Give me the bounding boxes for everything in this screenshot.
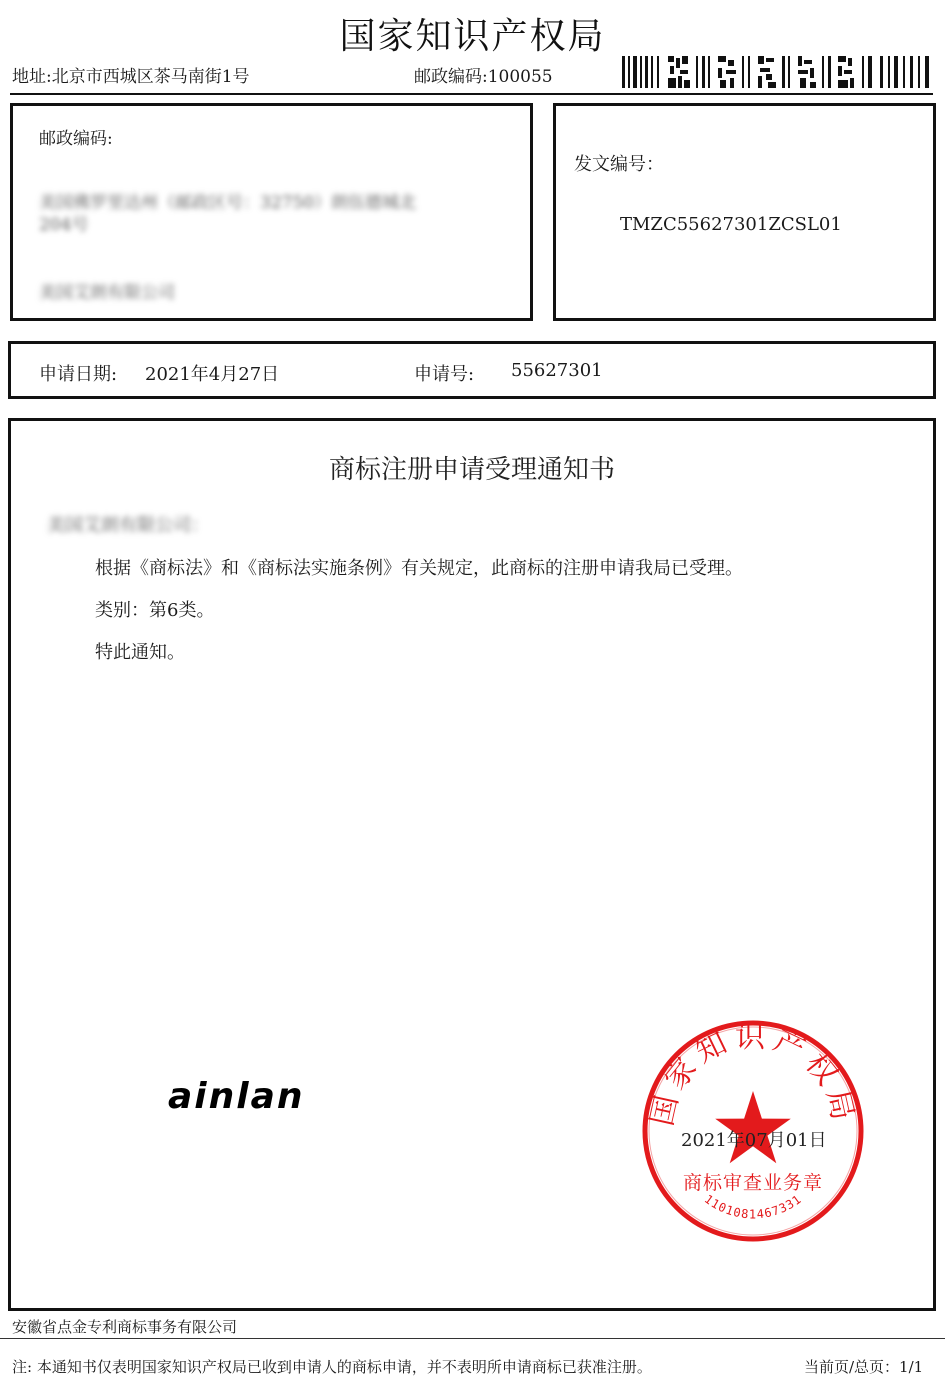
recipient-company: 美国艾朗有限公司 bbox=[39, 283, 175, 303]
notice-class: 类别：第6类。 bbox=[95, 600, 215, 621]
recipient-address-line1: 美国佛罗里达州（邮政区号：32750）朗伍德城北 bbox=[39, 193, 417, 213]
office-postcode: 邮政编码:100055 bbox=[414, 67, 553, 87]
notice-addressee: 美国艾朗有限公司： bbox=[47, 515, 209, 536]
doc-number-label: 发文编号： bbox=[574, 154, 664, 175]
notice-title: 商标注册申请受理通知书 bbox=[328, 455, 615, 485]
header-divider bbox=[10, 93, 933, 95]
application-date-label: 申请日期: bbox=[39, 364, 118, 385]
agent-name: 安徽省点金专利商标事务有限公司 bbox=[12, 1318, 238, 1336]
office-address: 地址:北京市西城区茶马南街1号 bbox=[12, 67, 250, 87]
office-title: 国家知识产权局 bbox=[339, 16, 606, 57]
application-number-value: 55627301 bbox=[511, 360, 603, 381]
seal-bottom-text: 商标审查业务章 bbox=[682, 1172, 824, 1194]
doc-number-value: TMZC55627301ZCSL01 bbox=[620, 214, 842, 235]
seal-top-text: 国家知识产权局 bbox=[644, 1020, 862, 1130]
page-indicator: 当前页/总页：1/1 bbox=[804, 1358, 924, 1376]
footer-note: 注: 本通知书仅表明国家知识产权局已收到申请人的商标申请，并不表明所申请商标已获准注册。 bbox=[12, 1358, 652, 1376]
issue-date: 2021年07月01日 bbox=[681, 1130, 827, 1151]
footer-divider bbox=[0, 1338, 945, 1339]
notice-box bbox=[8, 418, 936, 1311]
doc-number-box bbox=[553, 103, 936, 321]
seal-serial: 1101081467331 bbox=[701, 1191, 805, 1222]
notice-closing: 特此通知。 bbox=[95, 642, 185, 663]
application-info-bar bbox=[8, 341, 936, 399]
notice-body-line1: 根据《商标法》和《商标法实施条例》有关规定，此商标的注册申请我局已受理。 bbox=[95, 558, 743, 579]
trademark-logo: ainlan bbox=[168, 1076, 305, 1117]
recipient-postcode-label: 邮政编码: bbox=[39, 129, 113, 149]
recipient-address-line2: 204号 bbox=[39, 215, 89, 235]
recipient-box bbox=[10, 103, 533, 321]
application-date-value: 2021年4月27日 bbox=[145, 364, 280, 385]
barcode-graphic bbox=[622, 56, 930, 88]
application-number-label: 申请号: bbox=[414, 364, 475, 385]
